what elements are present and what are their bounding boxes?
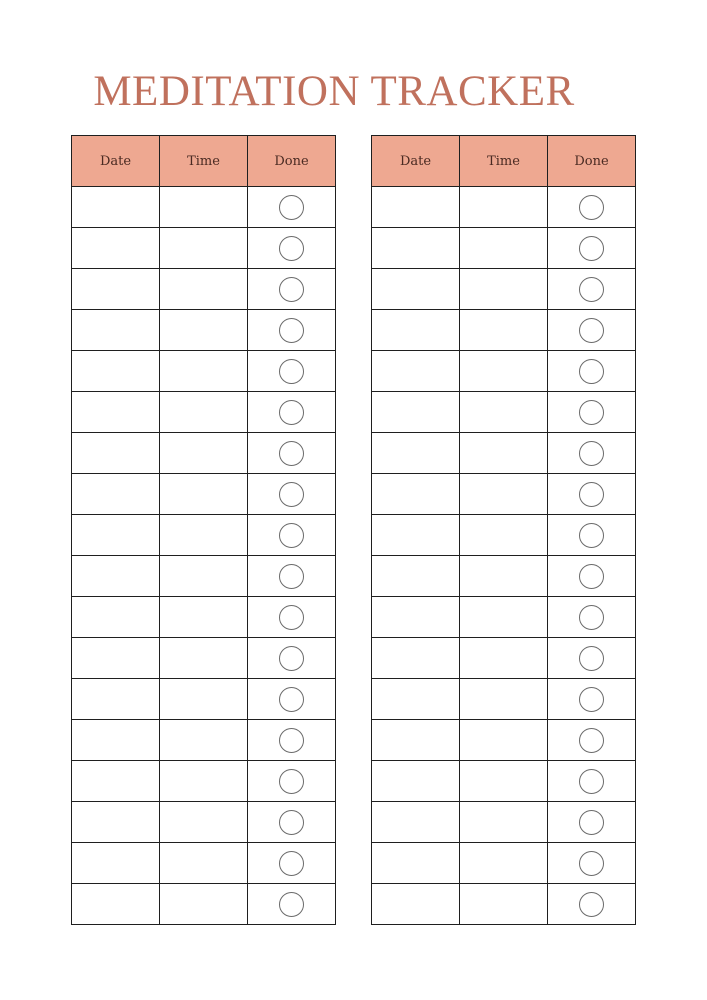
time-cell[interactable] xyxy=(160,187,248,228)
time-cell[interactable] xyxy=(460,310,548,351)
table-row xyxy=(372,269,636,310)
date-column-header: Date xyxy=(72,136,160,187)
date-cell[interactable] xyxy=(72,761,160,802)
done-checkbox-icon[interactable] xyxy=(279,605,304,630)
date-cell[interactable] xyxy=(72,556,160,597)
tracker-table-right xyxy=(371,135,636,925)
done-cell xyxy=(248,843,336,884)
date-cell[interactable] xyxy=(72,638,160,679)
time-cell[interactable] xyxy=(460,392,548,433)
done-cell xyxy=(248,679,336,720)
table-row xyxy=(72,351,336,392)
table-row xyxy=(372,392,636,433)
done-cell xyxy=(248,269,336,310)
done-checkbox-icon[interactable] xyxy=(579,728,604,753)
done-checkbox-icon[interactable] xyxy=(279,359,304,384)
date-cell[interactable] xyxy=(72,597,160,638)
done-checkbox-icon[interactable] xyxy=(279,687,304,712)
date-cell[interactable] xyxy=(72,269,160,310)
done-checkbox-icon[interactable] xyxy=(279,482,304,507)
done-cell xyxy=(248,720,336,761)
done-checkbox-icon[interactable] xyxy=(279,564,304,589)
date-cell[interactable] xyxy=(372,228,460,269)
done-checkbox-icon[interactable] xyxy=(579,236,604,261)
table-header-row xyxy=(372,136,636,187)
time-cell[interactable] xyxy=(460,351,548,392)
done-cell xyxy=(548,597,636,638)
done-checkbox-icon[interactable] xyxy=(279,236,304,261)
done-cell xyxy=(548,679,636,720)
time-cell[interactable] xyxy=(460,638,548,679)
done-cell xyxy=(248,433,336,474)
date-cell[interactable] xyxy=(72,351,160,392)
table-row xyxy=(372,187,636,228)
date-cell[interactable] xyxy=(372,884,460,925)
table-row xyxy=(72,392,336,433)
table-row xyxy=(72,720,336,761)
table-row xyxy=(372,515,636,556)
time-cell[interactable] xyxy=(160,433,248,474)
done-checkbox-icon[interactable] xyxy=(579,277,604,302)
time-cell[interactable] xyxy=(160,474,248,515)
done-checkbox-icon[interactable] xyxy=(579,359,604,384)
date-cell[interactable] xyxy=(372,802,460,843)
date-column-header: Date xyxy=(372,136,460,187)
time-cell[interactable] xyxy=(460,720,548,761)
done-checkbox-icon[interactable] xyxy=(579,769,604,794)
time-cell[interactable] xyxy=(460,474,548,515)
done-checkbox-icon[interactable] xyxy=(579,523,604,548)
date-cell[interactable] xyxy=(72,433,160,474)
done-checkbox-icon[interactable] xyxy=(579,482,604,507)
table-row xyxy=(372,884,636,925)
done-checkbox-icon[interactable] xyxy=(279,769,304,794)
date-cell[interactable] xyxy=(372,761,460,802)
table-row xyxy=(72,310,336,351)
done-checkbox-icon[interactable] xyxy=(279,400,304,425)
done-checkbox-icon[interactable] xyxy=(579,810,604,835)
done-checkbox-icon[interactable] xyxy=(279,523,304,548)
table-row xyxy=(372,843,636,884)
done-cell xyxy=(548,310,636,351)
table-header-row xyxy=(72,136,336,187)
table-row xyxy=(372,474,636,515)
time-cell[interactable] xyxy=(160,392,248,433)
done-cell xyxy=(548,187,636,228)
tracker-rows-right xyxy=(372,187,636,925)
table-row xyxy=(72,269,336,310)
done-checkbox-icon[interactable] xyxy=(579,687,604,712)
date-cell[interactable] xyxy=(372,597,460,638)
table-row xyxy=(372,802,636,843)
done-cell xyxy=(548,392,636,433)
table-row xyxy=(72,802,336,843)
done-column-header: Done xyxy=(248,136,336,187)
table-row xyxy=(72,187,336,228)
date-cell[interactable] xyxy=(372,310,460,351)
date-cell[interactable] xyxy=(72,802,160,843)
date-cell[interactable] xyxy=(72,679,160,720)
table-row xyxy=(72,228,336,269)
done-cell xyxy=(248,884,336,925)
time-cell[interactable] xyxy=(160,802,248,843)
tracker-rows-left xyxy=(72,187,336,925)
date-cell[interactable] xyxy=(372,556,460,597)
time-cell[interactable] xyxy=(160,597,248,638)
table-row xyxy=(372,638,636,679)
time-cell[interactable] xyxy=(460,679,548,720)
time-cell[interactable] xyxy=(160,638,248,679)
date-cell[interactable] xyxy=(372,515,460,556)
table-row xyxy=(372,433,636,474)
table-row xyxy=(372,720,636,761)
date-cell[interactable] xyxy=(372,638,460,679)
time-cell[interactable] xyxy=(460,515,548,556)
time-cell[interactable] xyxy=(460,843,548,884)
table-row xyxy=(72,638,336,679)
date-cell[interactable] xyxy=(372,679,460,720)
done-cell xyxy=(248,392,336,433)
table-row xyxy=(72,761,336,802)
done-checkbox-icon[interactable] xyxy=(279,441,304,466)
table-row xyxy=(72,433,336,474)
done-checkbox-icon[interactable] xyxy=(579,851,604,876)
date-cell[interactable] xyxy=(72,474,160,515)
time-cell[interactable] xyxy=(460,433,548,474)
done-cell xyxy=(548,433,636,474)
time-cell[interactable] xyxy=(460,597,548,638)
date-cell[interactable] xyxy=(72,884,160,925)
done-cell xyxy=(248,228,336,269)
date-cell[interactable] xyxy=(72,720,160,761)
done-cell xyxy=(248,556,336,597)
table-row xyxy=(372,556,636,597)
table-row xyxy=(72,679,336,720)
time-cell[interactable] xyxy=(160,556,248,597)
done-checkbox-icon[interactable] xyxy=(579,441,604,466)
date-cell[interactable] xyxy=(372,351,460,392)
time-cell[interactable] xyxy=(460,802,548,843)
date-cell[interactable] xyxy=(72,228,160,269)
done-checkbox-icon[interactable] xyxy=(279,318,304,343)
date-cell[interactable] xyxy=(72,310,160,351)
table-row xyxy=(372,351,636,392)
time-cell[interactable] xyxy=(160,515,248,556)
done-cell xyxy=(548,228,636,269)
done-cell xyxy=(548,884,636,925)
time-column-header: Time xyxy=(160,136,248,187)
time-cell[interactable] xyxy=(160,761,248,802)
done-checkbox-icon[interactable] xyxy=(279,277,304,302)
done-cell xyxy=(548,761,636,802)
done-checkbox-icon[interactable] xyxy=(279,851,304,876)
done-checkbox-icon[interactable] xyxy=(279,810,304,835)
table-row xyxy=(372,679,636,720)
done-cell xyxy=(548,802,636,843)
done-checkbox-icon[interactable] xyxy=(279,892,304,917)
done-checkbox-icon[interactable] xyxy=(579,646,604,671)
tracker-table-left xyxy=(71,135,336,925)
done-cell xyxy=(248,310,336,351)
date-cell[interactable] xyxy=(372,843,460,884)
done-cell xyxy=(248,515,336,556)
time-cell[interactable] xyxy=(160,228,248,269)
time-cell[interactable] xyxy=(460,884,548,925)
done-cell xyxy=(548,474,636,515)
time-cell[interactable] xyxy=(160,720,248,761)
date-cell[interactable] xyxy=(372,720,460,761)
date-cell[interactable] xyxy=(72,515,160,556)
table-row xyxy=(72,884,336,925)
done-cell xyxy=(248,351,336,392)
time-cell[interactable] xyxy=(160,351,248,392)
table-row xyxy=(372,597,636,638)
date-cell[interactable] xyxy=(72,187,160,228)
time-cell[interactable] xyxy=(460,556,548,597)
done-cell xyxy=(248,474,336,515)
time-cell[interactable] xyxy=(160,679,248,720)
table-row xyxy=(372,310,636,351)
time-cell[interactable] xyxy=(160,884,248,925)
done-cell xyxy=(548,351,636,392)
time-cell[interactable] xyxy=(460,269,548,310)
done-cell xyxy=(548,638,636,679)
done-checkbox-icon[interactable] xyxy=(579,892,604,917)
table-row xyxy=(72,556,336,597)
page-title: MEDITATION TRACKER xyxy=(93,68,575,115)
done-cell xyxy=(248,597,336,638)
done-checkbox-icon[interactable] xyxy=(579,564,604,589)
done-checkbox-icon[interactable] xyxy=(579,195,604,220)
time-cell[interactable] xyxy=(460,187,548,228)
done-cell xyxy=(548,515,636,556)
time-cell[interactable] xyxy=(460,761,548,802)
date-cell[interactable] xyxy=(372,392,460,433)
done-cell xyxy=(548,720,636,761)
done-cell xyxy=(248,802,336,843)
time-cell[interactable] xyxy=(160,310,248,351)
done-cell xyxy=(548,269,636,310)
done-column-header: Done xyxy=(548,136,636,187)
done-checkbox-icon[interactable] xyxy=(279,728,304,753)
done-cell xyxy=(548,843,636,884)
done-cell xyxy=(248,187,336,228)
date-cell[interactable] xyxy=(372,187,460,228)
done-checkbox-icon[interactable] xyxy=(579,318,604,343)
date-cell[interactable] xyxy=(372,269,460,310)
date-cell[interactable] xyxy=(72,843,160,884)
date-cell[interactable] xyxy=(372,474,460,515)
done-cell xyxy=(248,638,336,679)
date-cell[interactable] xyxy=(72,392,160,433)
done-checkbox-icon[interactable] xyxy=(579,400,604,425)
table-row xyxy=(372,761,636,802)
done-checkbox-icon[interactable] xyxy=(579,605,604,630)
table-row xyxy=(72,474,336,515)
table-row xyxy=(372,228,636,269)
time-column-header: Time xyxy=(460,136,548,187)
done-cell xyxy=(248,761,336,802)
time-cell[interactable] xyxy=(460,228,548,269)
done-checkbox-icon[interactable] xyxy=(279,195,304,220)
date-cell[interactable] xyxy=(372,433,460,474)
table-row xyxy=(72,597,336,638)
time-cell[interactable] xyxy=(160,843,248,884)
table-row xyxy=(72,843,336,884)
done-checkbox-icon[interactable] xyxy=(279,646,304,671)
done-cell xyxy=(548,556,636,597)
time-cell[interactable] xyxy=(160,269,248,310)
table-row xyxy=(72,515,336,556)
